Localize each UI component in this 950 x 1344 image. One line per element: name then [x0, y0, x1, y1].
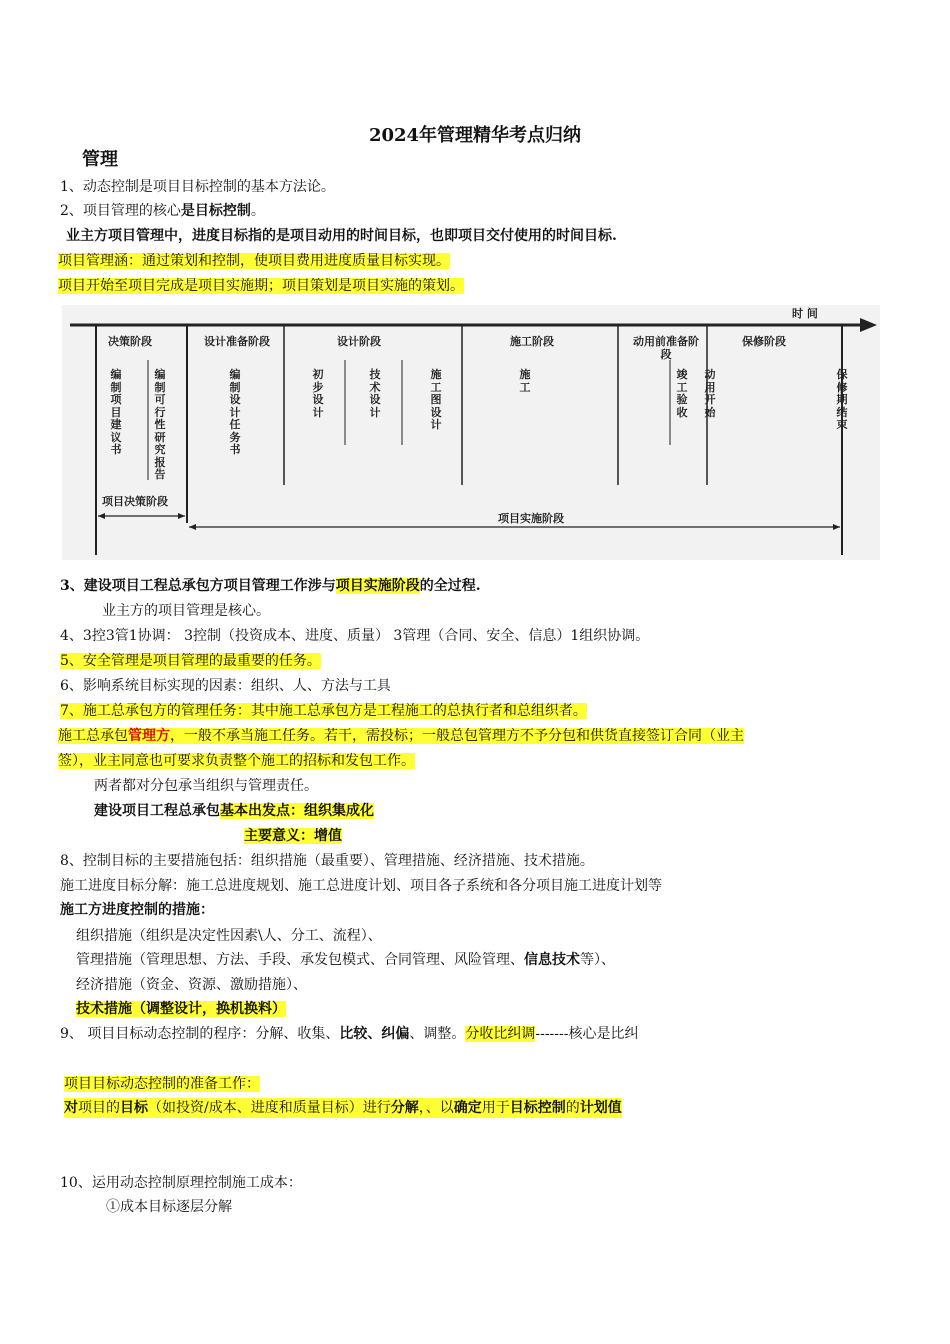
point-9-highlight: 分收比纠调: [465, 1026, 536, 1042]
frag: 计划值: [579, 1100, 622, 1116]
highlight-text: 项目开始至项目完成是项目实施期；项目策划是项目实施的策划。: [58, 278, 464, 294]
schedule-control-heading: 施工方进度控制的措施：: [60, 902, 214, 918]
task-operation-start: 动用开始: [704, 368, 716, 419]
measure-organization: 组织措施（组织是决定性因素\人、分工、流程）、: [76, 928, 382, 944]
subcontract-responsibility: 两者都对分包承当组织与管理责任。: [94, 778, 318, 794]
frag: 对: [64, 1100, 78, 1116]
epc-basic-point: [94, 801, 374, 821]
red-emphasis: 管理方: [128, 728, 170, 744]
point-9-mid: 、调整。: [409, 1026, 466, 1042]
phase-decision-label: 项目决策阶段: [102, 495, 168, 508]
project-lifecycle-diagram: [62, 305, 880, 560]
stage-warranty: 保修阶段: [742, 335, 786, 348]
point-3: [60, 576, 481, 596]
prep-work-heading: [64, 1074, 260, 1094]
phase-implementation-label: 项目实施阶段: [498, 512, 564, 525]
epc-significance: [244, 826, 342, 846]
task-feasibility: 编制可行性研究报告: [154, 368, 166, 481]
task-warranty-end: 保修期结束: [836, 368, 848, 431]
project-management-meaning: [58, 251, 450, 271]
point-5: [60, 651, 321, 671]
highlight-text: 5、安全管理是项目管理的最重要的任务。: [60, 653, 321, 669]
frag: 分解: [390, 1100, 419, 1116]
measure-economic: 经济措施（资金、资源、激励措施）、: [76, 977, 307, 993]
highlight-text: 主要意义：增值: [244, 828, 342, 844]
frag: 用于: [481, 1100, 510, 1116]
point-1: 1、动态控制是项目目标控制的基本方法论。: [60, 179, 335, 195]
stage-design-prep: 设计准备阶段: [204, 335, 270, 348]
measure-text: 管理措施（管理思想、方法、手段、承发包模式、合同管理、风险管理、: [76, 952, 524, 968]
frag: 目标控制: [509, 1100, 566, 1116]
document-title: 2024年管理精华考点归纳: [368, 125, 582, 146]
point-3-highlight: 项目实施阶段: [335, 578, 420, 594]
point-9: [60, 1024, 638, 1044]
highlight-text: 7、施工总承包方的管理任务：其中施工总承包方是工程施工的总执行者和总组织者。: [60, 703, 587, 719]
point-9-text: 9、 项目目标动态控制的程序：分解、收集、: [60, 1026, 340, 1042]
cost-decomposition: ①成本目标逐层分解: [106, 1199, 232, 1215]
measure-management: [76, 950, 615, 970]
measure-technical: [76, 999, 286, 1019]
gc-management-note: [58, 726, 744, 746]
task-proposal: 编制项目建议书: [110, 368, 122, 456]
highlight-text: 技术措施（调整设计，换机换料）: [76, 1001, 286, 1017]
task-technical-design: 技术设计: [369, 368, 381, 419]
prep-work-content: [64, 1098, 622, 1118]
point-7: [60, 701, 587, 721]
point-2: [60, 201, 265, 221]
epc-highlight: 基本出发点：组织集成化: [220, 803, 374, 819]
epc-text: 建设项目工程总承包: [94, 803, 220, 819]
point-3-end: 的全过程.: [419, 578, 481, 594]
frag: 的: [565, 1100, 580, 1116]
point-9-bold: 比较、纠偏: [339, 1026, 410, 1042]
gc-management-note-cont: [58, 751, 415, 771]
task-construction: 施工: [519, 368, 531, 394]
highlight-text: ，一般不承当施工任务。若干，需投标；一般总包管理方不予分包和供货直接签订合同（业主: [170, 728, 744, 744]
stage-decision: 决策阶段: [108, 335, 152, 348]
frag: 确定: [453, 1100, 482, 1116]
task-design-brief: 编制设计任务书: [229, 368, 241, 456]
frag: ，、以: [418, 1100, 454, 1116]
stage-construction: 施工阶段: [510, 335, 554, 348]
point-3-text: 3、建设项目工程总承包方项目管理工作涉与: [60, 578, 336, 594]
stage-pre-operation: 动用前准备阶段: [633, 335, 699, 361]
time-axis-label: 时 间: [792, 307, 818, 320]
point-9-end: -------核心是比纠: [535, 1026, 639, 1042]
highlight-text: 签），业主同意也可要求负责整个施工的招标和发包工作。: [58, 753, 415, 769]
task-completion-acceptance: 竣工验收: [676, 368, 688, 419]
point-2-text: 2、项目管理的核心: [60, 203, 181, 219]
point-2-end: 。: [250, 203, 265, 219]
implementation-period-note: [58, 276, 464, 296]
frag: （如投资/成本、进度和质量目标）进行: [148, 1100, 391, 1116]
schedule-decomposition: 施工进度目标分解：施工总进度规划、施工总进度计划、项目各子系统和各分项目施工进度计划等: [60, 878, 662, 894]
frag: 项目的: [78, 1100, 120, 1116]
owner-progress-note: 业主方项目管理中，进度目标指的是项目动用的时间目标，也即项目交付使用的时间目标.: [66, 228, 617, 244]
point-8: 8、控制目标的主要措施包括：组织措施（最重要）、管理措施、经济措施、技术措施。: [60, 853, 594, 869]
frag: 目标: [120, 1100, 148, 1116]
highlight-text: 施工总承包: [58, 728, 128, 744]
point-2-bold: 是目标控制: [180, 203, 251, 219]
stage-design: 设计阶段: [337, 335, 381, 348]
task-construction-drawing: 施工图设计: [430, 368, 442, 431]
highlight-text: 项目管理涵：通过策划和控制，使项目费用进度质量目标实现。: [58, 253, 450, 269]
owner-core-note: 业主方的项目管理是核心。: [102, 603, 270, 619]
section-heading: 管理: [82, 149, 118, 170]
task-preliminary-design: 初步设计: [312, 368, 324, 419]
point-4: 4、3控3管1协调： 3控制（投资成本、进度、质量） 3管理（合同、安全、信息）1组织协调。: [60, 628, 650, 644]
point-10: 10、运用动态控制原理控制施工成本：: [60, 1175, 302, 1191]
point-6: 6、影响系统目标实现的因素：组织、人、方法与工具: [60, 678, 391, 694]
highlight-text: 项目目标动态控制的准备工作：: [64, 1076, 260, 1092]
measure-end: 等）、: [580, 952, 615, 968]
measure-bold: 信息技术: [524, 952, 580, 968]
